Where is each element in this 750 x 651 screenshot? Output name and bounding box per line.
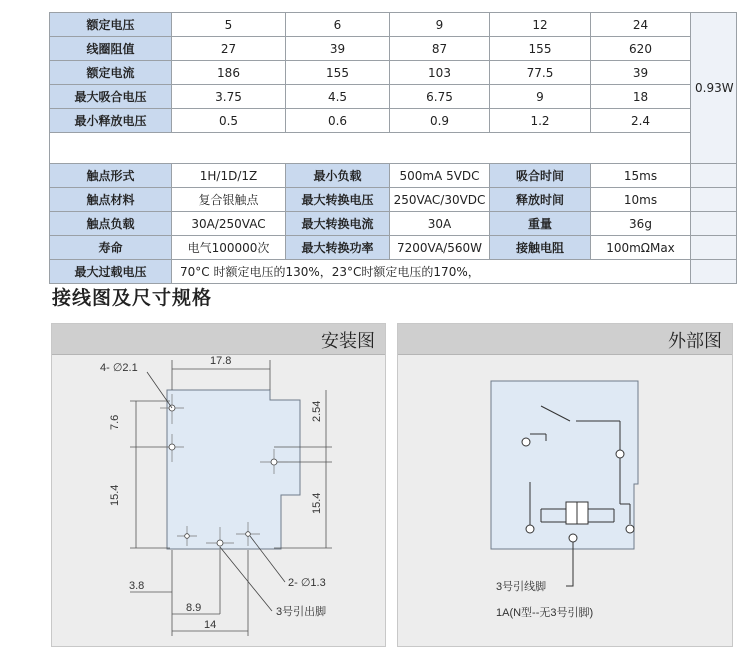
spec-value: 7200VA/560W (390, 236, 490, 260)
section-title: 接线图及尺寸规格 (52, 287, 213, 309)
spec-value: 1H/1D/1Z (172, 164, 286, 188)
spec-label: 寿命 (50, 236, 172, 260)
right-bottom-label: 15.4 (311, 492, 323, 514)
pin-b (616, 450, 624, 458)
pin-3 (569, 534, 577, 542)
spec-label: 重量 (490, 212, 591, 236)
pitch-label: 8.9 (186, 602, 202, 614)
external-panel (397, 323, 733, 647)
spec-value: 155 (286, 61, 390, 85)
hole-2 (169, 444, 175, 450)
spec-value: 9 (490, 85, 591, 109)
spec-value: 87 (390, 37, 490, 61)
span-label: 14 (204, 619, 217, 631)
spec-row (50, 61, 737, 85)
spec-row (50, 109, 737, 133)
pin-a (522, 438, 530, 446)
spec-value: 0.6 (286, 109, 390, 133)
spec-row (50, 188, 737, 212)
spec-value: 5 (172, 13, 286, 37)
side-cell (691, 212, 737, 236)
spec-label: 触点材料 (50, 188, 172, 212)
install-drawing (52, 324, 385, 646)
external-drawing (398, 324, 732, 646)
spec-value: 100mΩMax (591, 236, 691, 260)
side-cell (691, 236, 737, 260)
spec-label: 吸合时间 (490, 164, 591, 188)
pin-d (626, 525, 634, 533)
spec-value: 10ms (591, 188, 691, 212)
spec-value: 39 (286, 37, 390, 61)
spec-label: 触点负载 (50, 212, 172, 236)
spec-value: 0.5 (172, 109, 286, 133)
spec-value: 27 (172, 37, 286, 61)
spec-value: 0.9 (390, 109, 490, 133)
spec-value: 3.75 (172, 85, 286, 109)
spec-value: 155 (490, 37, 591, 61)
install-panel (51, 323, 386, 647)
spec-row (50, 164, 737, 188)
spec-row (50, 85, 737, 109)
spec-value: 18 (591, 85, 691, 109)
spec-value: 500mA 5VDC (390, 164, 490, 188)
n-type-note: 1A(N型--无3号引脚) (496, 607, 594, 619)
spec-value: 250VAC/30VDC (390, 188, 490, 212)
spec-value: 30A (390, 212, 490, 236)
spec-table (49, 12, 737, 284)
spec-value: 复合银触点 (172, 188, 286, 212)
spec-value: 103 (390, 61, 490, 85)
holes-small-label: 2- ∅1.3 (288, 577, 326, 589)
spec-label: 最大转换功率 (286, 236, 390, 260)
spec-label: 接触电阻 (490, 236, 591, 260)
hole-5 (246, 532, 251, 537)
left-top-label: 7.6 (109, 414, 121, 430)
spec-row (50, 260, 737, 284)
right-top-label: 2.54 (311, 400, 323, 422)
spec-label: 线圈阻值 (50, 37, 172, 61)
spec-value: 12 (490, 13, 591, 37)
spec-label: 最大过载电压 (50, 260, 172, 284)
spec-label: 最大转换电流 (286, 212, 390, 236)
install-title: 安装图 (321, 331, 375, 352)
spec-value: 电气100000次 (172, 236, 286, 260)
spec-label: 额定电压 (50, 13, 172, 37)
spec-separator (50, 133, 737, 164)
pin3-out-label: 3号引出脚 (276, 606, 327, 618)
spec-value: 30A/250VAC (172, 212, 286, 236)
spec-label: 额定电流 (50, 61, 172, 85)
side-cell (691, 188, 737, 212)
spec-value: 9 (390, 13, 490, 37)
hole-4 (217, 540, 223, 546)
pin3-wire-label: 3号引线脚 (496, 581, 547, 593)
spec-label: 最小负载 (286, 164, 390, 188)
width-label: 17.8 (210, 355, 232, 367)
spec-label: 最大转换电压 (286, 188, 390, 212)
power-value: 0.93W (691, 13, 737, 164)
hole-3 (271, 459, 277, 465)
external-title: 外部图 (668, 331, 722, 352)
spec-label: 触点形式 (50, 164, 172, 188)
side-cell (691, 260, 737, 284)
separator-cell (50, 133, 691, 164)
spec-value: 6.75 (390, 85, 490, 109)
spec-label: 最小释放电压 (50, 109, 172, 133)
spec-value: 70°C 时额定电压的130%，23°C时额定电压的170%， (172, 260, 691, 284)
spec-value: 6 (286, 13, 390, 37)
spec-value: 77.5 (490, 61, 591, 85)
side-cell (691, 164, 737, 188)
spec-value: 4.5 (286, 85, 390, 109)
spec-row (50, 13, 737, 37)
spec-row (50, 212, 737, 236)
pin-c (526, 525, 534, 533)
spec-value: 186 (172, 61, 286, 85)
spec-value: 39 (591, 61, 691, 85)
spec-value: 24 (591, 13, 691, 37)
spec-value: 1.2 (490, 109, 591, 133)
left-bottom-label: 15.4 (109, 484, 121, 506)
spec-row (50, 236, 737, 260)
footprint-outline (167, 390, 300, 549)
spec-value: 2.4 (591, 109, 691, 133)
spec-value: 15ms (591, 164, 691, 188)
spec-label: 最大吸合电压 (50, 85, 172, 109)
holes-big-label: 4- ∅2.1 (100, 362, 138, 374)
spec-value: 36g (591, 212, 691, 236)
hole-6 (185, 534, 190, 539)
spec-value: 620 (591, 37, 691, 61)
offset-label: 3.8 (129, 580, 145, 592)
spec-row (50, 37, 737, 61)
spec-label: 释放时间 (490, 188, 591, 212)
relay-outline (491, 381, 638, 549)
